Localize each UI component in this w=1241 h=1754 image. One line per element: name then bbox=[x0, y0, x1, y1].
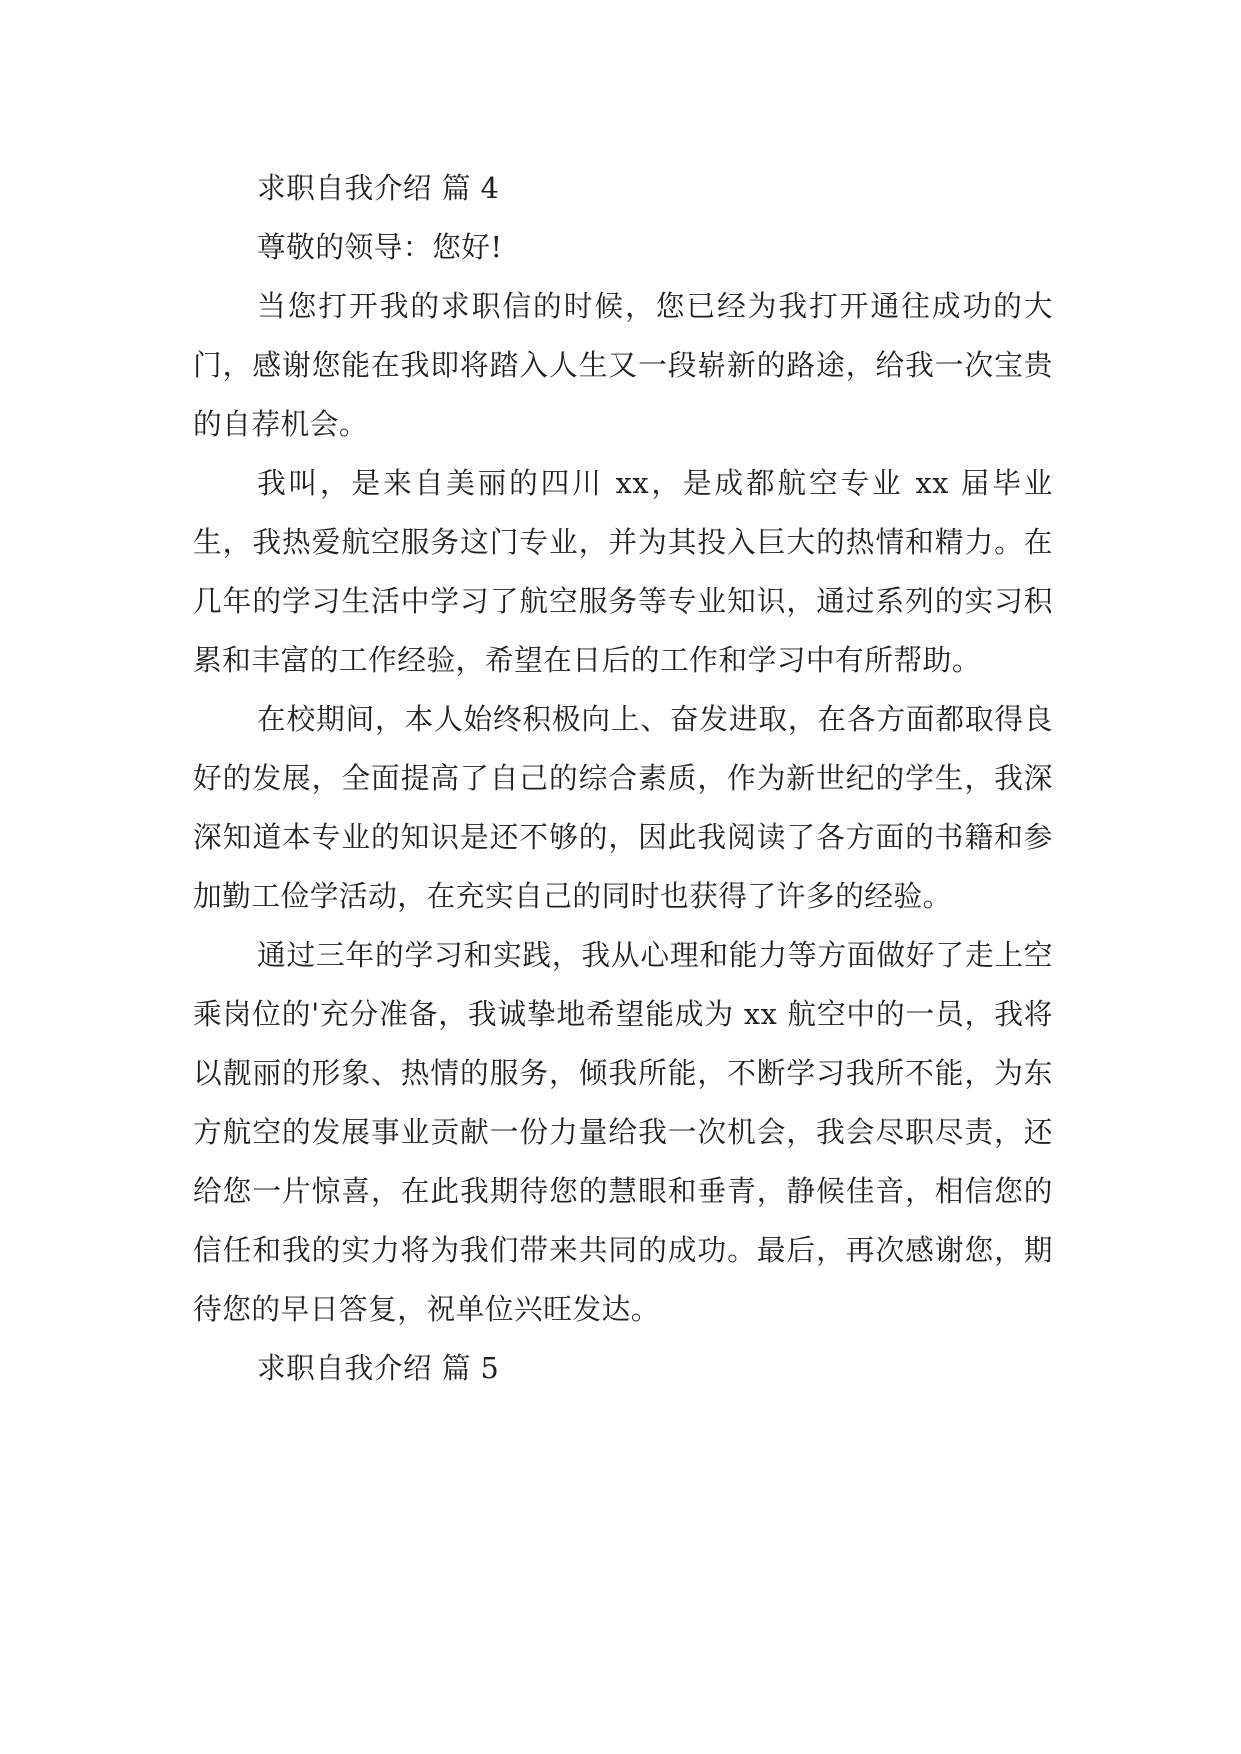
paragraph-4: 通过三年的学习和实践，我从心理和能力等方面做好了走上空乘岗位的'充分准备，我诚挚地希望能成为 xx 航空中的一员，我将以靓丽的形象、热情的服务，倾我所能，不断学习我所不能，为东方航空的发展事业贡献一份力量给我一次机会，我会尽职尽责，还给您一片惊喜，在此我期待您的慧眼和垂青，静候佳音，相信您的信任和我的实力将为我们带来共同的成功。最后，再次感谢您，期待您的早日答复，祝单位兴旺发达。 bbox=[193, 938, 1053, 1326]
section-title-5: 求职自我介绍 篇 5 bbox=[257, 1351, 500, 1385]
paragraph-1: 当您打开我的求职信的时候，您已经为我打开通往成功的大门，感谢您能在我即将踏入人生又一段崭新的路途，给我一次宝贵的自荐机会。 bbox=[193, 289, 1053, 441]
paragraph-3: 在校期间，本人始终积极向上、奋发进取，在各方面都取得良好的发展，全面提高了自己的综合素质，作为新世纪的学生，我深深知道本专业的知识是还不够的，因此我阅读了各方面的书籍和参加勤工俭学活动，在充实自己的同时也获得了许多的经验。 bbox=[193, 702, 1053, 913]
paragraph-2: 我叫，是来自美丽的四川 xx，是成都航空专业 xx 届毕业生，我热爱航空服务这门专业，并为其投入巨大的热情和精力。在几年的学习生活中学习了航空服务等专业知识，通过系列的实习积累和丰富的工作经验，希望在日后的工作和学习中有所帮助。 bbox=[193, 466, 1053, 677]
greeting-line: 尊敬的领导：您好! bbox=[257, 230, 503, 264]
document-body bbox=[193, 159, 1053, 1398]
section-title-4: 求职自我介绍 篇 4 bbox=[257, 171, 500, 205]
